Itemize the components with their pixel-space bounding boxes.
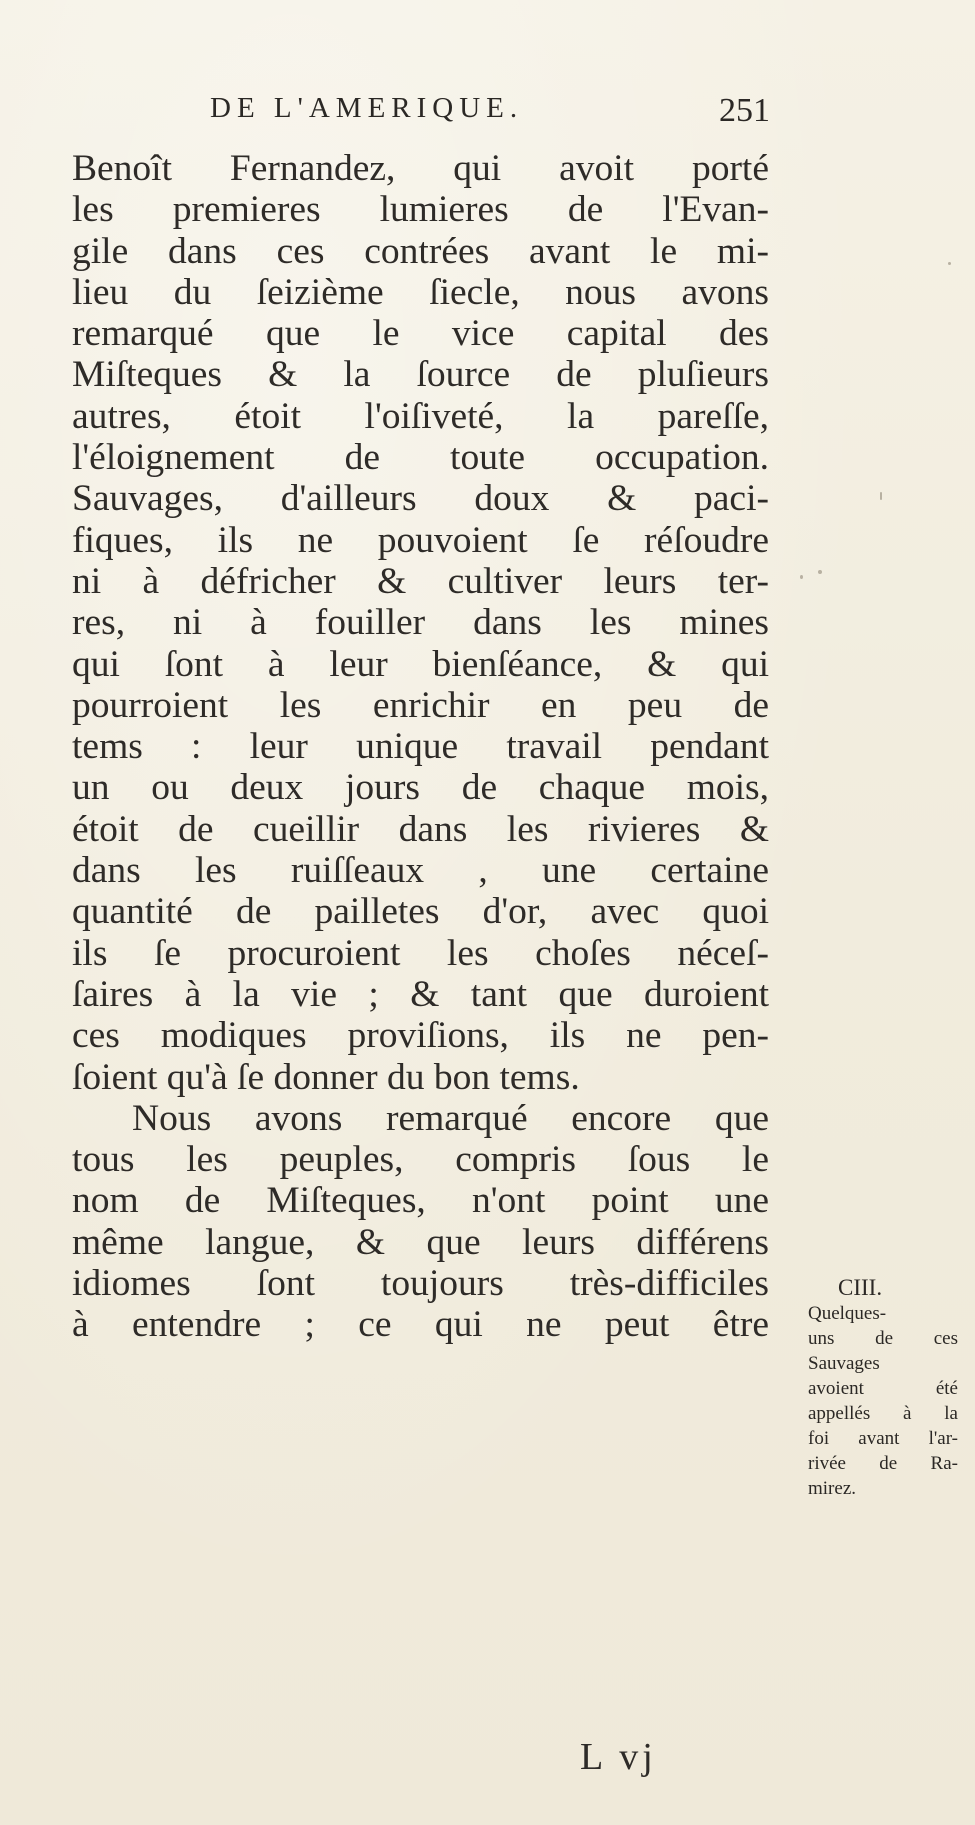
margin-note-line: foi avant l'ar- (808, 1428, 958, 1449)
page-number: 251 (719, 92, 770, 129)
paper-speck (818, 570, 822, 574)
text-line: Nous avons remarqué encore que (132, 1097, 769, 1139)
text-line: res, ni à fouiller dans les mines (72, 602, 769, 644)
paper-speck (800, 575, 803, 579)
margin-note-line: uns de ces (808, 1328, 958, 1349)
running-head (210, 92, 770, 136)
text-line: dans les ruiſſeaux , une certaine (72, 850, 769, 892)
text-line: fiques, ils ne pouvoient ſe réſoudre (72, 519, 769, 561)
text-line: ſaires à la vie ; & tant que duroient (72, 973, 769, 1015)
body-text (72, 148, 769, 1346)
margin-note-line: avoient été (808, 1378, 958, 1399)
text-line: l'éloignement de toute occupation. (72, 437, 769, 479)
text-line: un ou deux jours de chaque mois, (72, 767, 769, 809)
text-line: ils ſe procuroient les choſes néceſ- (72, 932, 769, 974)
text-line: tous les peuples, compris ſous le (72, 1139, 769, 1181)
text-line: étoit de cueillir dans les rivieres & (72, 808, 769, 850)
margin-note (808, 1275, 958, 1501)
text-line: autres, étoit l'oiſiveté, la pareſſe, (72, 395, 769, 437)
text-line: lieu du ſeizième ſiecle, nous avons (72, 271, 769, 313)
text-line: ni à défricher & cultiver leurs ter- (72, 560, 769, 602)
margin-note-line: mirez. (808, 1478, 857, 1499)
text-line: à entendre ; ce qui ne peut être (72, 1304, 769, 1346)
text-line: ſoient qu'à ſe donner du bon tems. (72, 1056, 580, 1098)
text-line: nom de Miſteques, n'ont point une (72, 1180, 769, 1222)
paper-speck (880, 492, 882, 500)
margin-note-line: Quelques- (808, 1303, 887, 1324)
text-line: idiomes ſont toujours très-difficiles (72, 1263, 769, 1305)
margin-note-line: appellés à la (808, 1403, 958, 1424)
paper-speck (948, 262, 951, 265)
running-head-title: DE L'AMERIQUE. (210, 92, 524, 124)
text-line: gile dans ces contrées avant le mi- (72, 230, 769, 272)
text-line: remarqué que le vice capital des (72, 313, 769, 355)
margin-note-line: Sauvages (808, 1353, 880, 1374)
text-line: les premieres lumieres de l'Evan- (72, 189, 769, 231)
text-line: tems : leur unique travail pendant (72, 726, 769, 768)
text-line: ces modiques proviſions, ils ne pen- (72, 1015, 769, 1057)
text-line: qui ſont à leur bienſéance, & qui (72, 643, 769, 685)
margin-note-line: rivée de Ra- (808, 1453, 958, 1474)
text-line: Benoît Fernandez, qui avoit porté (72, 148, 769, 189)
text-line: pourroient les enrichir en peu de (72, 684, 769, 726)
margin-note-number: CIII. (838, 1275, 883, 1300)
text-line: quantité de pailletes d'or, avec quoi (72, 891, 769, 933)
text-line: Miſteques & la ſource de pluſieurs (72, 354, 769, 396)
signature-mark: L vj (580, 1736, 657, 1778)
text-line: Sauvages, d'ailleurs doux & paci- (72, 478, 769, 520)
text-line: même langue, & que leurs différens (72, 1221, 769, 1263)
